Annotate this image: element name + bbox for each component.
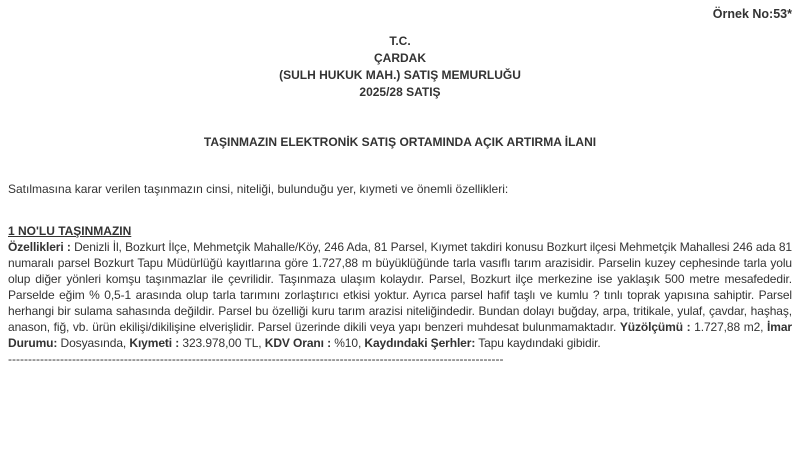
area-label: Yüzölçümü : <box>619 320 691 334</box>
header-line-tc: T.C. <box>389 34 411 48</box>
sample-number: Örnek No:53* <box>712 7 792 21</box>
header-line-case-number: 2025/28 SATIŞ <box>359 85 441 99</box>
property-description <box>8 239 792 351</box>
property-section <box>8 223 792 367</box>
area-value: 1.727,88 m2, <box>690 320 768 334</box>
header-line-office: (SULH HUKUK MAH.) SATIŞ MEMURLUĞU <box>279 68 521 82</box>
document-header <box>0 33 800 101</box>
zoning-label: İmar Durumu: <box>8 320 792 350</box>
value-amount: 323.978,00 TL, <box>179 336 265 350</box>
vat-label: KDV Oranı : <box>264 336 331 350</box>
annotations-label: Kaydındaki Şerhler: <box>364 336 476 350</box>
vat-value: %10, <box>331 336 365 350</box>
intro-text: Satılmasına karar verilen taşınmazın cinsi, niteliği, bulunduğu yer, kıymeti ve önemli özellikleri: <box>8 182 509 196</box>
header-line-town: ÇARDAK <box>374 51 426 65</box>
property-heading: 1 NO'LU TAŞINMAZIN <box>8 224 132 238</box>
notice-title: TAŞINMAZIN ELEKTRONİK SATIŞ ORTAMINDA AÇIK ARTIRMA İLANI <box>203 135 597 149</box>
features-label: Özellikleri : <box>8 240 71 254</box>
zoning-value: Dosyasında, <box>57 336 130 350</box>
features-text: Denizli İl, Bozkurt İlçe, Mehmetçik Mahalle/Köy, 246 Ada, 81 Parsel, Kıymet takdiri konusu Bozkurt ilçesi Mehmetçik Mahallesi 246 ada 81 numaralı parsel Bozkurt Tapu Müdürlüğü kayıtlarına göre 1.727,88 m büyüklüğünde tarla vasıflı tarım arazisidir. Parselin kuzey cephesinde tarla yolu olup diğer yönleri komşu taşınmazlar ile çevrilidir. Taşınmaza ulaşım kolaydır. Parsel, Bozkurt ilçe merkezine ise yaklaşık 500 metre mesafededir. Parselde eğim % 0,5-1 arasında olup tarla tarımını zorlaştırıcı etkisi yoktur. Ayrıca parsel hafif taşlı ve kumlu ? tınlı toprak yapısına sahiptir. Parsel herhangi bir sulama sahasında değildir. Parsel bu özelliği kuru tarım arazisi niteliğindedir. Bundan dolayı buğday, arpa, tritikale, yulaf, çavdar, haşhaş, anason, fiğ, vb. ürün ekilişi/dikilişine elverişlidir. Parsel üzerinde dikili veya yapı benzeri muhdesat bulunmamaktadır. <box>8 240 792 334</box>
annotations-value: Tapu kaydındaki gibidir. <box>475 336 601 350</box>
value-label: Kıymeti : <box>129 336 180 350</box>
section-divider: ---------------------------------------------------------------------------------------------------------------------------- <box>8 352 504 366</box>
